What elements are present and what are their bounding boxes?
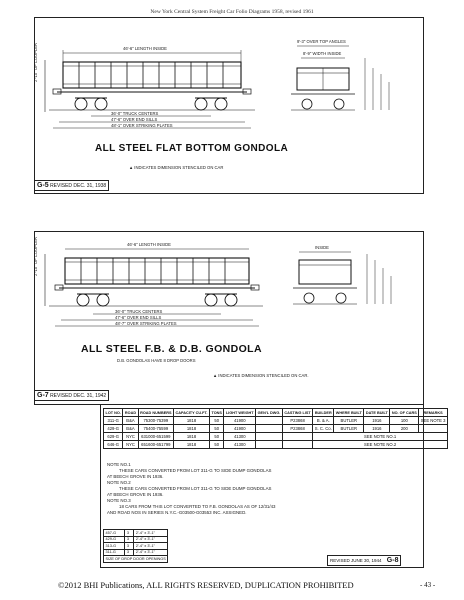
cell: BUTLER: [334, 425, 364, 433]
roster-panel: [100, 404, 446, 568]
cell: [256, 417, 283, 425]
cell: 429-G: [104, 536, 125, 543]
cell: 1916: [364, 417, 390, 425]
cell: [256, 425, 283, 433]
revision-stamp-g8: [327, 555, 401, 566]
cell: 75300-75399: [138, 417, 173, 425]
stencil-note-g7: ▲ INDICATES DIMENSION STENCILED ON CAR.: [213, 373, 309, 378]
cell: 429-G: [104, 425, 123, 433]
over-end-sills-label-g7: 47'-6" OVER END SILLS: [115, 315, 162, 320]
cell: 50: [209, 417, 223, 425]
over-top-angles-label: 9'-3" OVER TOP ANGLES: [297, 39, 346, 44]
note-heading-3: NOTE NO.3: [107, 498, 131, 503]
diagram-title-g7: ALL STEEL F.B. & D.B. GONDOLA: [81, 343, 262, 355]
cell: NYC: [123, 433, 138, 441]
col-road-numbers: ROAD NUMBERS: [140, 410, 172, 415]
cell: [256, 433, 283, 441]
inside-label-g7: INSIDE: [315, 245, 329, 250]
table-row: [104, 441, 448, 449]
cell: 41300: [224, 441, 256, 449]
cell: 41900: [224, 417, 256, 425]
cell: 1818: [174, 425, 210, 433]
over-end-sills-label: 47'-6" OVER END SILLS: [111, 117, 158, 122]
cell: B&A: [123, 417, 138, 425]
note-line: AT BEECH GROVE IN 1936.: [107, 474, 164, 479]
page-header: New York Central System Freight Car Folio Diagrams 1958, revised 1961: [150, 9, 314, 15]
cell: 2'-4" x 3'-1": [134, 530, 168, 537]
col-gen-dwg: GEN'L DWG.: [257, 410, 281, 415]
revised-date-g8: REVISED JUNE 30, 1944: [330, 558, 382, 563]
col-tons: TONS: [211, 410, 222, 415]
revised-date-g5: REVISED DEC. 31, 1938: [50, 183, 107, 189]
col-where-built: WHERE BUILT: [335, 410, 362, 415]
table-row: [104, 556, 168, 563]
col-casting-list: CASTING LIST: [284, 410, 311, 415]
car-roster-table: [103, 408, 448, 449]
cell: [282, 441, 312, 449]
cell: SEE NOTE NO.2: [313, 441, 448, 449]
diagram-number-g8: G-8: [386, 557, 399, 564]
over-striking-plates-label-g7: 48'-7" OVER STRIKING PLATES: [115, 321, 177, 326]
cell: 200: [390, 425, 419, 433]
cell: 3: [125, 543, 134, 550]
note-line: 18 CARS FROM THIS LOT CONVERTED TO F.B. GONDOLAS AS OF 12/31/43: [119, 504, 276, 509]
diagram-number-g7: G-7: [37, 392, 49, 399]
length-inside-label-g7: 46'-6" LENGTH INSIDE: [127, 242, 171, 247]
revision-tag-g7: [34, 390, 109, 401]
cell: 2'-4" x 3'-1": [134, 549, 168, 556]
cell: 457-G: [104, 530, 125, 537]
cell: P23868: [282, 417, 312, 425]
cell: 1916: [364, 425, 390, 433]
note-line: THESE CARS CONVERTED FROM LOT 311-G TO SIDE DUMP GONDOLAS: [119, 486, 272, 491]
col-builder: BUILDER: [313, 409, 334, 417]
note-line: AND ROAD NOS IN SERIES N.Y.C.-G03500-G03553 INC. ASSIGNED.: [107, 510, 247, 515]
cell: 1818: [174, 417, 210, 425]
cell: 100: [390, 417, 419, 425]
cell: 313-G: [104, 543, 125, 550]
cell: 2'-4" x 3'-1": [134, 536, 168, 543]
cell: SEE NOTE NO.1: [313, 433, 448, 441]
cell: 2'-4" x 3'-1": [134, 543, 168, 550]
door-table-caption: SIZE OF DROP DOOR OPENINGS: [105, 556, 166, 561]
cell: [256, 441, 283, 449]
cell: 311-G: [104, 417, 123, 425]
page-number: - 43 -: [420, 581, 436, 589]
cell: 629-G: [104, 433, 123, 441]
table-row: [104, 417, 448, 425]
cell: SEE NOTE 3: [420, 418, 446, 423]
cell: 41300: [224, 433, 256, 441]
cell: 631000-651599: [138, 433, 173, 441]
cell: 75400-75599: [138, 425, 173, 433]
diagram-number-g5: G-5: [37, 182, 49, 189]
revised-date-g7: REVISED DEC. 31, 1942: [50, 393, 107, 399]
cell: 50: [209, 441, 223, 449]
diagram-panel-g7: [34, 231, 424, 405]
table-row: [104, 425, 448, 433]
cell: B. & A.: [313, 417, 334, 425]
width-inside-label: 8'-9" WIDTH INSIDE: [303, 51, 342, 56]
drop-doors-note: D.B. GONDOLAS HAVE 8 DROP DOORS: [117, 358, 196, 363]
col-lot: LOT NO.: [105, 410, 121, 415]
revision-tag-g5: [34, 180, 109, 191]
gondola-drawing-g5: [35, 18, 423, 138]
col-light-weight: LIGHT WEIGHT: [225, 410, 254, 415]
note-line: THESE CARS CONVERTED FROM LOT 311-G TO SIDE DUMP GONDOLAS: [119, 468, 272, 473]
note-heading-2: NOTE NO.2: [107, 480, 131, 485]
copyright-notice: ©2012 BHI Publications, ALL RIGHTS RESERVED, DUPLICATION PROHIBITED: [58, 580, 354, 590]
length-inside-label: 46'-6" LENGTH INSIDE: [123, 46, 167, 51]
diagram-title-g5: ALL STEEL FLAT BOTTOM GONDOLA: [95, 143, 289, 154]
cell: 1818: [174, 433, 210, 441]
cell: NYC: [123, 441, 138, 449]
truck-centers-label-g7: 36'-0" TRUCK CENTERS: [115, 309, 163, 314]
cell: 1818: [174, 441, 210, 449]
cell: 50: [209, 425, 223, 433]
cell: 50: [209, 433, 223, 441]
col-road: ROAD: [124, 410, 137, 415]
notes-block: [107, 462, 407, 516]
cell: 3: [125, 536, 134, 543]
col-no-of-cars: NO. OF CARS: [391, 410, 417, 415]
coupler-dimension-g7: 2'-10" OF COUPLER: [33, 236, 38, 276]
note-heading-1: NOTE NO.1: [107, 462, 131, 467]
stencil-note-g5: ▲ INDICATES DIMENSION STENCILED ON CAR: [129, 165, 224, 170]
cell: 311-G: [104, 549, 125, 556]
note-line: AT BEECH GROVE IN 1936.: [107, 492, 164, 497]
cell: P23868: [282, 425, 312, 433]
table-row: [104, 433, 448, 441]
diagram-panel-g5: [34, 17, 424, 194]
cell: 651600-651799: [138, 441, 173, 449]
drop-door-table: [103, 529, 168, 563]
gondola-drawing-g7: [35, 232, 423, 342]
cell: [419, 425, 448, 433]
over-striking-plates-label: 48'-1" OVER STRIKING PLATES: [111, 123, 173, 128]
cell: [282, 433, 312, 441]
coupler-dimension: 2'-10" OF COUPLER: [33, 42, 38, 82]
cell: 646-G: [104, 441, 123, 449]
cell: 3: [125, 530, 134, 537]
col-date-built: DATE BUILT: [365, 410, 388, 415]
cell: BUTLER: [334, 417, 364, 425]
cell: B&A: [123, 425, 138, 433]
cell: 3: [125, 549, 134, 556]
roster-header-row: [104, 409, 448, 417]
cell: S. C. Co.: [314, 426, 332, 431]
truck-centers-label: 36'-0" TRUCK CENTERS: [111, 111, 159, 116]
col-remarks: REMARKS: [419, 409, 448, 417]
cell: 41900: [224, 425, 256, 433]
col-capacity: CAPACITY CU.FT.: [175, 410, 208, 415]
